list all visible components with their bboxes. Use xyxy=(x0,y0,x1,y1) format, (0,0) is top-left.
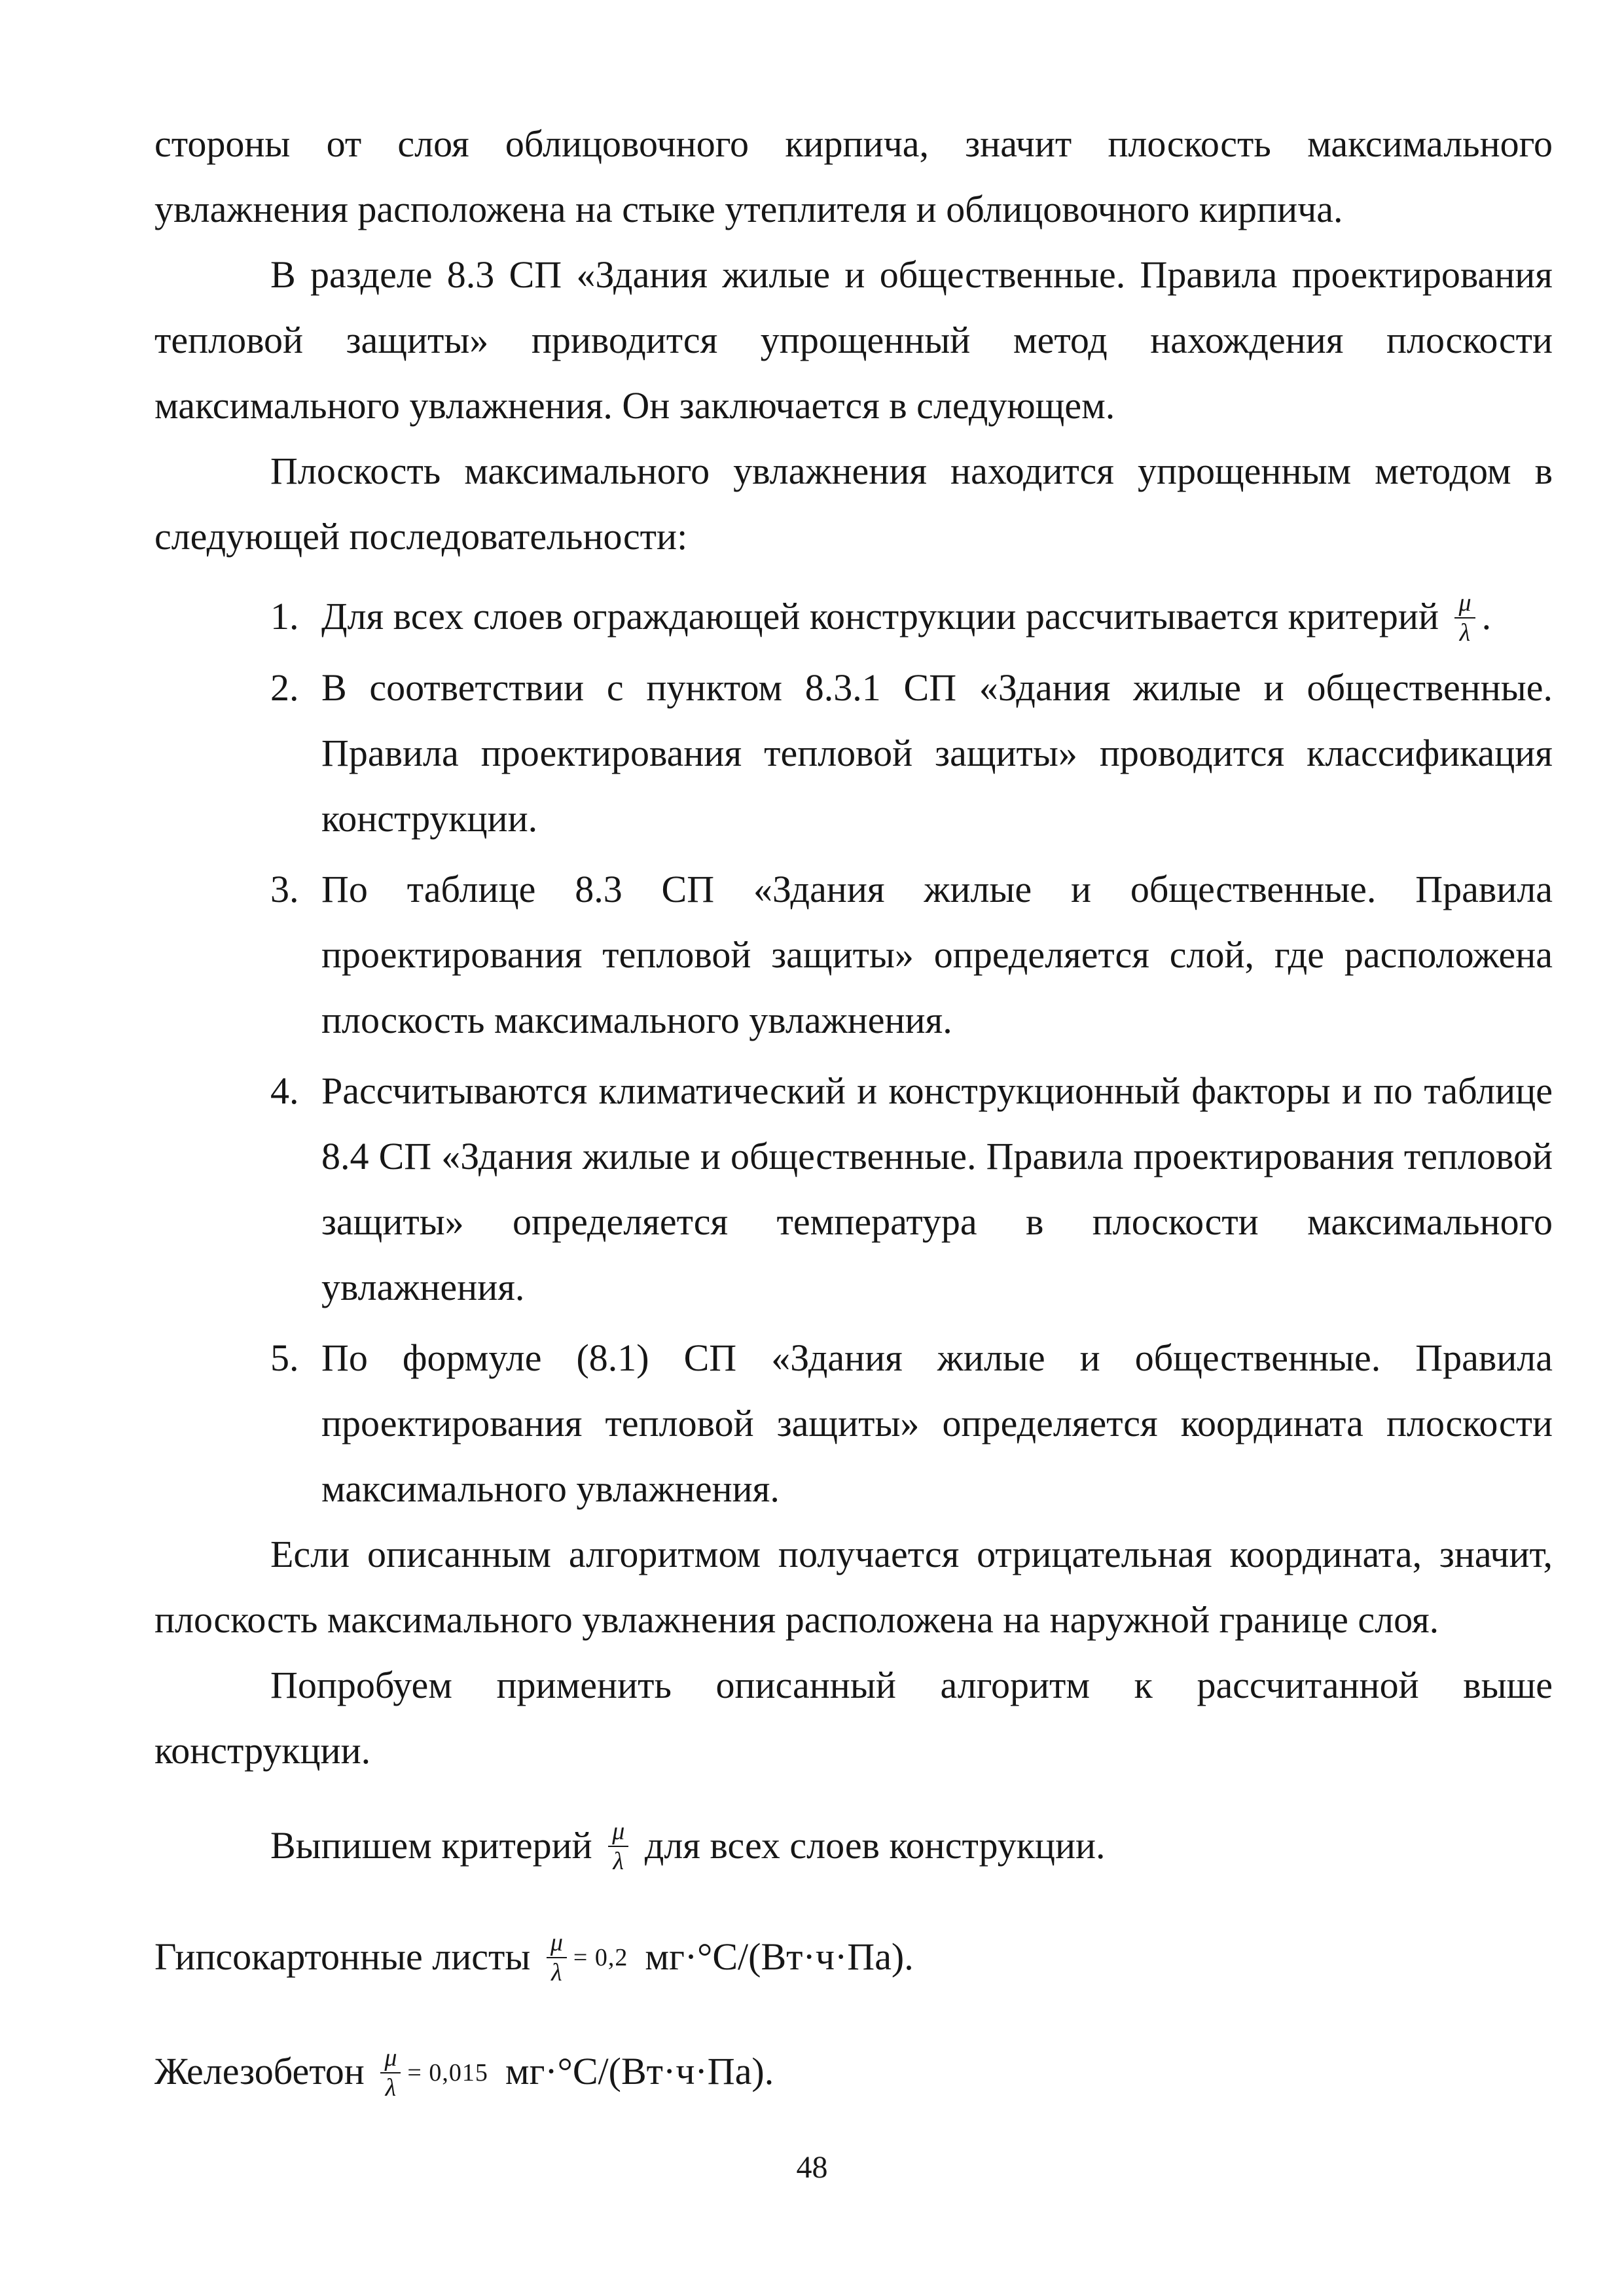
fraction-denominator: λ xyxy=(613,1848,624,1876)
criterion-line xyxy=(154,1810,1553,1882)
mu-over-lambda-fraction xyxy=(608,1817,628,1876)
criterion-line-before: Выпишем критерий xyxy=(270,1823,592,1867)
list-item-text: По формуле (8.1) СП «Здания жилые и общественные. Правила проектирования тепловой защиты» определяется координата плоскости максимального увлажнения. xyxy=(321,1336,1553,1510)
list-item-text: По таблице 8.3 СП «Здания жилые и общественные. Правила проектирования тепловой защиты» определяется слой, где расположена плоскость максимального увлажнения. xyxy=(321,867,1553,1041)
material-label: Гипсокартонные листы xyxy=(154,1935,531,1978)
material-value: = 0,015 xyxy=(407,2059,488,2087)
material-label: Железобетон xyxy=(154,2050,365,2093)
list-item xyxy=(154,1058,1553,1320)
algorithm-steps-list xyxy=(154,584,1553,1522)
paragraph-continuation: стороны от слоя облицовочного кирпича, значит плоскость максимального увлажнения расположена на стыке утеплителя и облицовочного кирпича. xyxy=(154,122,1553,230)
list-item-number: 1. xyxy=(270,595,299,637)
mu-over-lambda-fraction xyxy=(1454,588,1475,647)
list-item-number: 2. xyxy=(270,666,299,709)
material-unit: мг·°С/(Вт·ч·Па). xyxy=(505,2050,774,2093)
fraction-numerator: μ xyxy=(1454,588,1475,619)
paragraph-apply-algorithm: Попробуем применить описанный алгоритм к рассчитанной выше конструкции. xyxy=(154,1663,1553,1772)
material-row-gypsum xyxy=(154,1921,1553,1997)
list-item-text: В соответствии с пунктом 8.3.1 СП «Здания жилые и общественные. Правила проектирования тепловой защиты» проводится классификация конструкции. xyxy=(321,666,1553,840)
list-item-number: 4. xyxy=(270,1069,299,1112)
list-item xyxy=(154,584,1553,650)
fraction-denominator: λ xyxy=(385,2074,397,2102)
page-body xyxy=(154,111,1553,2111)
list-item-number: 5. xyxy=(270,1336,299,1379)
list-item xyxy=(154,1325,1553,1522)
mu-over-lambda-fraction xyxy=(547,1928,567,1987)
mu-over-lambda-fraction xyxy=(380,2043,401,2102)
list-item-tail: . xyxy=(1481,595,1492,637)
material-unit: мг·°С/(Вт·ч·Па). xyxy=(645,1935,914,1978)
list-item-text: Рассчитываются климатический и конструкционный факторы и по таблице 8.4 СП «Здания жилые и общественные. Правила проектирования тепловой защиты» определяется температура в плоскости максимального увлажнения. xyxy=(321,1069,1553,1308)
fraction-numerator: μ xyxy=(380,2043,401,2073)
fraction-numerator: μ xyxy=(608,1817,628,1847)
paragraph-negative-coordinate: Если описанным алгоритмом получается отрицательная координата, значит, плоскость максимального увлажнения расположена на наружной границе слоя. xyxy=(154,1532,1553,1641)
material-row-concrete xyxy=(154,2036,1553,2111)
material-value: = 0,2 xyxy=(573,1944,628,1972)
fraction-numerator: μ xyxy=(547,1928,567,1958)
paragraph-sequence-intro: Плоскость максимального увлажнения находится упрощенным методом в следующей последовательности: xyxy=(154,450,1553,558)
list-item xyxy=(154,655,1553,852)
page-number: 48 xyxy=(796,2150,828,2185)
paragraph-section-8-3: В разделе 8.3 СП «Здания жилые и общественные. Правила проектирования тепловой защиты» приводится упрощенный метод нахождения плоскости максимального увлажнения. Он заключается в следующем. xyxy=(154,253,1553,427)
list-item xyxy=(154,857,1553,1053)
list-item-number: 3. xyxy=(270,867,299,910)
list-item-text: Для всех слоев ограждающей конструкции рассчитывается критерий xyxy=(321,595,1439,637)
criterion-line-after: для всех слоев конструкции. xyxy=(644,1823,1106,1867)
fraction-denominator: λ xyxy=(551,1959,562,1987)
fraction-denominator: λ xyxy=(1459,619,1471,647)
